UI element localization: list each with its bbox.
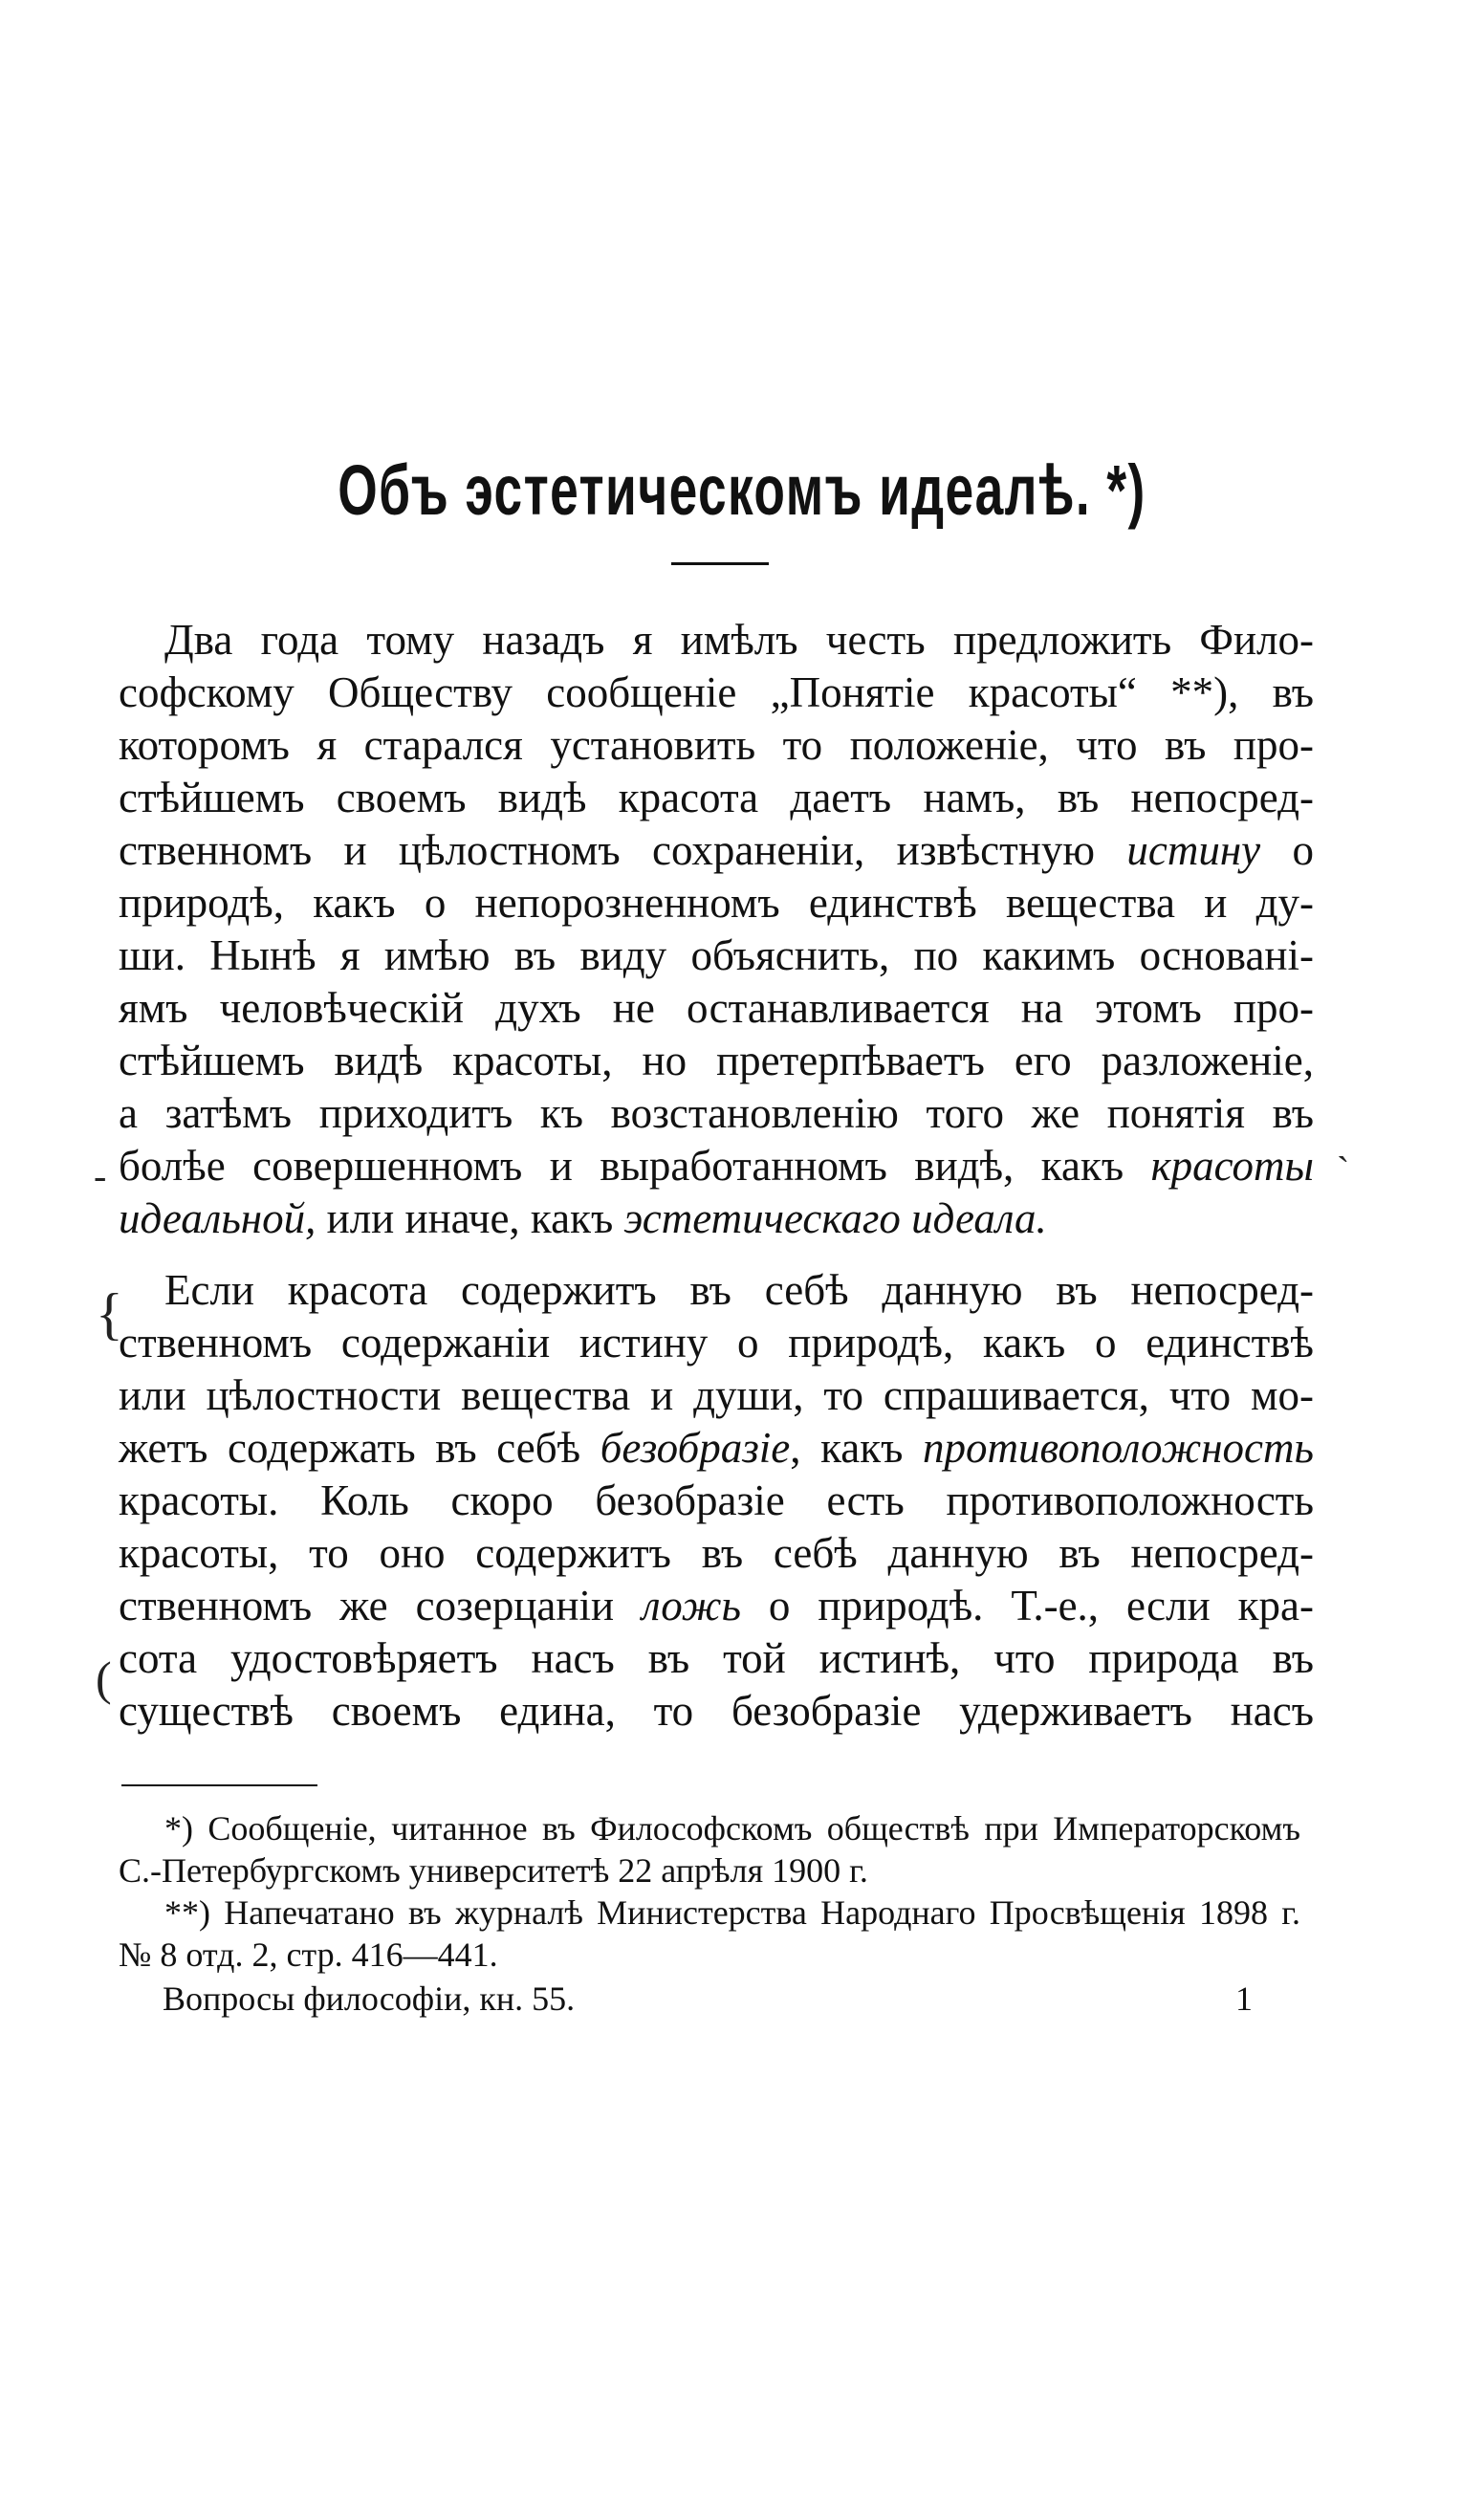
text-line: [119, 929, 1314, 982]
article-title: Объ эстетическомъ идеалѣ. *): [338, 450, 1146, 530]
text-segment: , какъ: [790, 1424, 923, 1472]
footnote-line: **) Напечатано въ журналѣ Министерства Народнаго Просвѣщенiя 1898 г.: [164, 1893, 1300, 1932]
page-number: 1: [1235, 1979, 1253, 2018]
text-segment: сота удостовѣряетъ насъ въ той истинѣ, что природа въ: [119, 1634, 1314, 1682]
text-segment: природѣ, какъ о непорозненномъ единствѣ вещества и ду-: [119, 879, 1314, 927]
footnote-line: *) Сообщенiе, читанное въ Философскомъ обществѣ при Императорскомъ: [164, 1809, 1300, 1848]
text-line: [119, 1087, 1314, 1140]
footnote-rule: [121, 1784, 317, 1786]
margin-bracket: {: [96, 1282, 123, 1345]
text-segment: существѣ своемъ едина, то безобразiе удерживаетъ насъ: [119, 1687, 1314, 1735]
text-segment: красоты, то оно содержитъ въ себѣ данную въ непосред-: [119, 1529, 1314, 1577]
text-segment: ши. Нынѣ я имѣю въ виду объяснить, по какимъ основанi-: [119, 931, 1314, 979]
paragraph-1: [119, 614, 1314, 1245]
text-line: [119, 719, 1314, 772]
page-footer: [163, 1976, 1253, 2022]
text-line: [119, 614, 1314, 667]
italic-text: истину: [1126, 826, 1261, 874]
text-segment: о природѣ. Т.-е., если кра-: [740, 1582, 1314, 1629]
journal-signature: Вопросы философiи, кн. 55.: [163, 1979, 576, 2018]
text-segment: Два года тому назадъ я имѣлъ честь предложить Фило-: [164, 616, 1314, 664]
text-line: [119, 1632, 1314, 1685]
italic-text: ложь: [642, 1582, 741, 1629]
italic-text: идеальной,: [119, 1194, 316, 1242]
italic-text: противоположность: [923, 1424, 1314, 1472]
margin-bracket: (: [96, 1651, 112, 1705]
text-line: [119, 1685, 1314, 1738]
footnotes: [119, 1807, 1300, 1976]
text-segment: стѣйшемъ своемъ видѣ красота даетъ намъ, въ непосред-: [119, 774, 1314, 821]
margin-mark: `: [1337, 1148, 1350, 1192]
text-line: [119, 772, 1314, 824]
text-segment: или иначе, какъ: [316, 1194, 624, 1242]
text-line: [119, 1369, 1314, 1422]
text-segment: красоты. Коль скоро безобразiе есть противоположность: [119, 1476, 1314, 1524]
text-segment: о: [1260, 826, 1315, 874]
text-line: [119, 1317, 1314, 1369]
text-segment: или цѣлостности вещества и души, то спрашивается, что мо-: [119, 1371, 1314, 1419]
italic-text: красоты: [1150, 1142, 1314, 1190]
text-line: [119, 982, 1314, 1035]
text-segment: софскому Обществу сообщенiе „Понятiе красоты“ **), въ: [119, 668, 1314, 716]
text-segment: ственномъ содержанiи истину о природѣ, какъ о единствѣ: [119, 1319, 1314, 1367]
text-segment: ственномъ же созерцанiи: [119, 1582, 643, 1629]
text-segment: ственномъ и цѣлостномъ сохраненiи, извѣстную: [119, 826, 1127, 874]
text-segment: стѣйшемъ видѣ красоты, но претерпѣваетъ его разложенiе,: [119, 1037, 1314, 1084]
text-segment: Если красота содержитъ въ себѣ данную въ непосред-: [164, 1266, 1314, 1314]
text-line: [119, 1035, 1314, 1087]
paragraph-2: [119, 1264, 1314, 1738]
text-line: [119, 1527, 1314, 1580]
text-line: [119, 1422, 1314, 1475]
margin-mark: -: [94, 1154, 107, 1197]
text-segment: которомъ я старался установить то положенiе, что въ про-: [119, 721, 1314, 769]
text-line: [119, 667, 1314, 719]
title-rule: [671, 562, 769, 565]
footnote-line: № 8 отд. 2, стр. 416—441.: [119, 1935, 498, 1974]
italic-text: эстетическаго идеала.: [623, 1194, 1047, 1242]
text-segment: жетъ содержать въ себѣ: [119, 1424, 600, 1472]
text-line: [119, 1580, 1314, 1632]
text-line: [119, 1140, 1314, 1192]
text-line: [119, 1475, 1314, 1527]
text-segment: болѣе совершенномъ и выработанномъ видѣ, какъ: [119, 1142, 1151, 1190]
text-line: [119, 824, 1314, 877]
text-segment: ямъ человѣческiй духъ не останавливается на этомъ про-: [119, 984, 1314, 1032]
text-segment: а затѣмъ приходитъ къ возстановленiю того же понятiя въ: [119, 1089, 1314, 1137]
footnote-line: С.-Петербургскомъ университетѣ 22 апрѣля 1900 г.: [119, 1851, 868, 1890]
text-line: [119, 1264, 1314, 1317]
text-line: [119, 1192, 1314, 1245]
italic-text: безобразiе: [600, 1424, 791, 1472]
text-line: [119, 877, 1314, 929]
